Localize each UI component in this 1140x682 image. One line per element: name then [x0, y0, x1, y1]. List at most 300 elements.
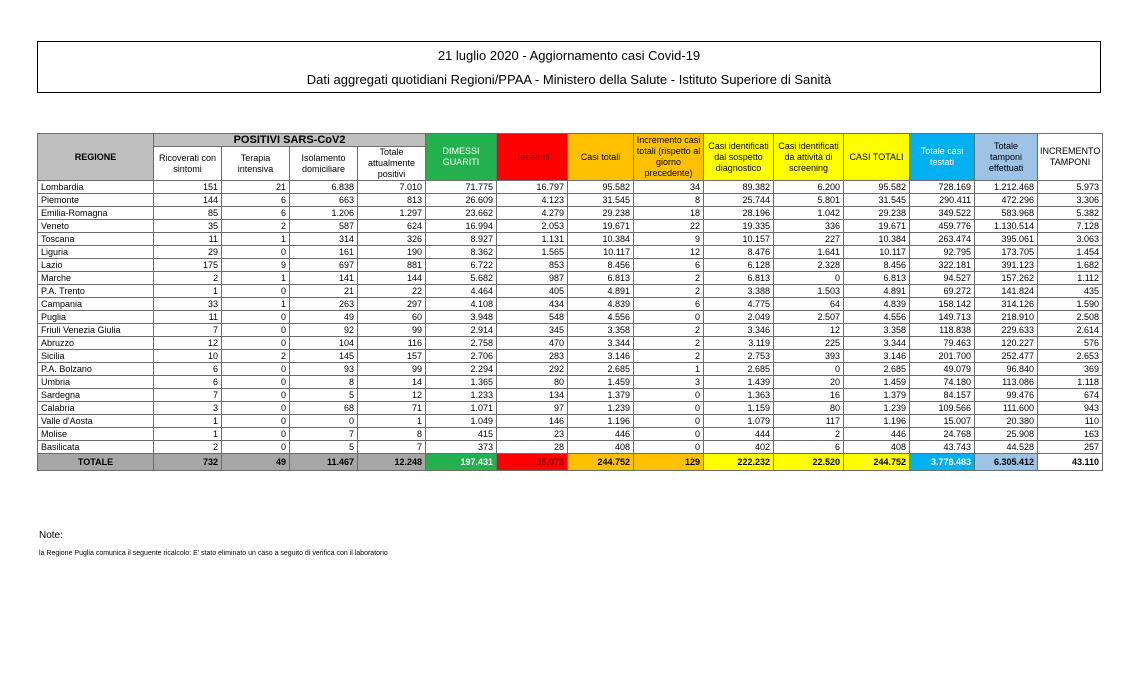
value-cell: 1 — [222, 298, 290, 311]
total-value-cell: 35.073 — [497, 454, 568, 471]
value-cell: 218.910 — [975, 311, 1038, 324]
value-cell: 2.914 — [426, 324, 497, 337]
value-cell: 1.682 — [1038, 259, 1103, 272]
header-regione: REGIONE — [38, 134, 154, 181]
value-cell: 0 — [222, 428, 290, 441]
value-cell: 60 — [358, 311, 426, 324]
value-cell: 1.439 — [704, 376, 774, 389]
value-cell: 97 — [497, 402, 568, 415]
total-value-cell: 12.248 — [358, 454, 426, 471]
value-cell: 1.239 — [568, 402, 634, 415]
value-cell: 1.159 — [704, 402, 774, 415]
value-cell: 7 — [154, 324, 222, 337]
region-name-cell: Emilia-Romagna — [38, 207, 154, 220]
value-cell: 1.206 — [290, 207, 358, 220]
value-cell: 145 — [290, 350, 358, 363]
table-row — [38, 272, 1103, 285]
value-cell: 405 — [497, 285, 568, 298]
value-cell: 0 — [222, 337, 290, 350]
value-cell: 5 — [290, 441, 358, 454]
value-cell: 12 — [154, 337, 222, 350]
value-cell: 1.130.514 — [975, 220, 1038, 233]
value-cell: 444 — [704, 428, 774, 441]
value-cell: 16.994 — [426, 220, 497, 233]
value-cell: 12 — [358, 389, 426, 402]
value-cell: 84.157 — [910, 389, 975, 402]
value-cell: 583.968 — [975, 207, 1038, 220]
value-cell: 3.063 — [1038, 233, 1103, 246]
value-cell: 1.459 — [568, 376, 634, 389]
value-cell: 395.061 — [975, 233, 1038, 246]
value-cell: 146 — [497, 415, 568, 428]
value-cell: 11 — [154, 311, 222, 324]
table-row — [38, 233, 1103, 246]
value-cell: 0 — [634, 389, 704, 402]
value-cell: 391.123 — [975, 259, 1038, 272]
value-cell: 314 — [290, 233, 358, 246]
value-cell: 2 — [154, 272, 222, 285]
value-cell: 6 — [634, 298, 704, 311]
value-cell: 1 — [634, 363, 704, 376]
value-cell: 2.328 — [774, 259, 844, 272]
value-cell: 674 — [1038, 389, 1103, 402]
value-cell: 1.071 — [426, 402, 497, 415]
value-cell: 2 — [222, 350, 290, 363]
value-cell: 201.700 — [910, 350, 975, 363]
region-name-cell: Piemonte — [38, 194, 154, 207]
value-cell: 472.296 — [975, 194, 1038, 207]
value-cell: 4.108 — [426, 298, 497, 311]
value-cell: 283 — [497, 350, 568, 363]
value-cell: 6 — [154, 376, 222, 389]
region-name-cell: Calabria — [38, 402, 154, 415]
value-cell: 1.079 — [704, 415, 774, 428]
value-cell: 1 — [222, 272, 290, 285]
value-cell: 94.527 — [910, 272, 975, 285]
value-cell: 1 — [154, 428, 222, 441]
table-row — [38, 350, 1103, 363]
value-cell: 6.838 — [290, 181, 358, 194]
value-cell: 10.157 — [704, 233, 774, 246]
value-cell: 3.948 — [426, 311, 497, 324]
value-cell: 1.365 — [426, 376, 497, 389]
value-cell: 5.973 — [1038, 181, 1103, 194]
value-cell: 141 — [290, 272, 358, 285]
value-cell: 144 — [358, 272, 426, 285]
total-value-cell: 222.232 — [704, 454, 774, 471]
value-cell: 99 — [358, 363, 426, 376]
value-cell: 290.411 — [910, 194, 975, 207]
value-cell: 434 — [497, 298, 568, 311]
value-cell: 24.768 — [910, 428, 975, 441]
value-cell: 8.456 — [568, 259, 634, 272]
value-cell: 2.507 — [774, 311, 844, 324]
value-cell: 163 — [1038, 428, 1103, 441]
value-cell: 25.908 — [975, 428, 1038, 441]
value-cell: 96.840 — [975, 363, 1038, 376]
value-cell: 663 — [290, 194, 358, 207]
value-cell: 1.049 — [426, 415, 497, 428]
value-cell: 3.388 — [704, 285, 774, 298]
region-name-cell: P.A. Bolzano — [38, 363, 154, 376]
value-cell: 0 — [222, 376, 290, 389]
value-cell: 28.196 — [704, 207, 774, 220]
header-casi-testati: Totale casi testati — [910, 134, 975, 181]
value-cell: 15.007 — [910, 415, 975, 428]
value-cell: 0 — [222, 415, 290, 428]
header-casi-totali-2: CASI TOTALI — [844, 134, 910, 181]
value-cell: 2 — [634, 337, 704, 350]
value-cell: 7 — [358, 441, 426, 454]
value-cell: 263.474 — [910, 233, 975, 246]
table-row — [38, 181, 1103, 194]
value-cell: 227 — [774, 233, 844, 246]
value-cell: 1 — [154, 415, 222, 428]
value-cell: 89.382 — [704, 181, 774, 194]
value-cell: 1.239 — [844, 402, 910, 415]
table-row — [38, 298, 1103, 311]
value-cell: 3.358 — [844, 324, 910, 337]
header-terapia-intensiva: Terapia intensiva — [222, 147, 290, 181]
value-cell: 9 — [634, 233, 704, 246]
value-cell: 43.743 — [910, 441, 975, 454]
value-cell: 0 — [634, 311, 704, 324]
header-dimessi-guariti: DIMESSI GUARITI — [426, 134, 497, 181]
value-cell: 2 — [154, 441, 222, 454]
region-name-cell: Basilicata — [38, 441, 154, 454]
value-cell: 49 — [290, 311, 358, 324]
value-cell: 6.813 — [844, 272, 910, 285]
value-cell: 6 — [222, 194, 290, 207]
value-cell: 8.456 — [844, 259, 910, 272]
value-cell: 116 — [358, 337, 426, 350]
report-title-box — [37, 41, 1101, 93]
value-cell: 0 — [222, 324, 290, 337]
value-cell: 99.476 — [975, 389, 1038, 402]
value-cell: 548 — [497, 311, 568, 324]
value-cell: 2.053 — [497, 220, 568, 233]
notes-text: la Regione Puglia comunica il seguente ricalcolo: E' stato eliminato un caso a seguito di verifica con il laboratorio — [39, 550, 388, 557]
value-cell: 1.590 — [1038, 298, 1103, 311]
value-cell: 10.384 — [568, 233, 634, 246]
region-name-cell: Lombardia — [38, 181, 154, 194]
value-cell: 23.662 — [426, 207, 497, 220]
value-cell: 141.824 — [975, 285, 1038, 298]
value-cell: 263 — [290, 298, 358, 311]
table-row — [38, 389, 1103, 402]
value-cell: 4.123 — [497, 194, 568, 207]
value-cell: 943 — [1038, 402, 1103, 415]
value-cell: 21 — [290, 285, 358, 298]
value-cell: 3.346 — [704, 324, 774, 337]
value-cell: 149.713 — [910, 311, 975, 324]
value-cell: 120.227 — [975, 337, 1038, 350]
region-name-cell: Sicilia — [38, 350, 154, 363]
value-cell: 5.801 — [774, 194, 844, 207]
value-cell: 297 — [358, 298, 426, 311]
total-value-cell: 11.467 — [290, 454, 358, 471]
value-cell: 1.641 — [774, 246, 844, 259]
value-cell: 29 — [154, 246, 222, 259]
table-row — [38, 207, 1103, 220]
value-cell: 16.797 — [497, 181, 568, 194]
total-label-cell: TOTALE — [38, 454, 154, 471]
value-cell: 1.131 — [497, 233, 568, 246]
value-cell: 1.503 — [774, 285, 844, 298]
region-name-cell: Marche — [38, 272, 154, 285]
value-cell: 23 — [497, 428, 568, 441]
value-cell: 3.119 — [704, 337, 774, 350]
value-cell: 12 — [634, 246, 704, 259]
value-cell: 8 — [290, 376, 358, 389]
value-cell: 0 — [774, 363, 844, 376]
value-cell: 2 — [634, 285, 704, 298]
value-cell: 2.753 — [704, 350, 774, 363]
value-cell: 6 — [774, 441, 844, 454]
value-cell: 8.476 — [704, 246, 774, 259]
value-cell: 1.112 — [1038, 272, 1103, 285]
region-name-cell: Puglia — [38, 311, 154, 324]
total-value-cell: 43.110 — [1038, 454, 1103, 471]
value-cell: 3 — [634, 376, 704, 389]
value-cell: 93 — [290, 363, 358, 376]
value-cell: 470 — [497, 337, 568, 350]
value-cell: 2.685 — [844, 363, 910, 376]
value-cell: 109.566 — [910, 402, 975, 415]
value-cell: 3.344 — [844, 337, 910, 350]
value-cell: 35 — [154, 220, 222, 233]
region-name-cell: Abruzzo — [38, 337, 154, 350]
value-cell: 576 — [1038, 337, 1103, 350]
value-cell: 1.459 — [844, 376, 910, 389]
total-value-cell: 6.305.412 — [975, 454, 1038, 471]
region-name-cell: Valle d'Aosta — [38, 415, 154, 428]
value-cell: 20.380 — [975, 415, 1038, 428]
value-cell: 4.556 — [844, 311, 910, 324]
value-cell: 1 — [222, 233, 290, 246]
value-cell: 2 — [774, 428, 844, 441]
value-cell: 4.556 — [568, 311, 634, 324]
value-cell: 3.146 — [844, 350, 910, 363]
value-cell: 28 — [497, 441, 568, 454]
value-cell: 80 — [774, 402, 844, 415]
value-cell: 175 — [154, 259, 222, 272]
value-cell: 1.565 — [497, 246, 568, 259]
value-cell: 29.238 — [568, 207, 634, 220]
table-row — [38, 285, 1103, 298]
value-cell: 71 — [358, 402, 426, 415]
total-value-cell: 732 — [154, 454, 222, 471]
value-cell: 1.196 — [568, 415, 634, 428]
value-cell: 2 — [634, 324, 704, 337]
value-cell: 92 — [290, 324, 358, 337]
value-cell: 2 — [634, 272, 704, 285]
value-cell: 408 — [844, 441, 910, 454]
header-incremento-casi: Incremento casi totali (rispetto al giorno precedente) — [634, 134, 704, 181]
value-cell: 257 — [1038, 441, 1103, 454]
value-cell: 20 — [774, 376, 844, 389]
region-name-cell: P.A. Trento — [38, 285, 154, 298]
value-cell: 157.262 — [975, 272, 1038, 285]
value-cell: 7.010 — [358, 181, 426, 194]
value-cell: 12 — [774, 324, 844, 337]
table-row — [38, 363, 1103, 376]
value-cell: 8.927 — [426, 233, 497, 246]
value-cell: 0 — [222, 285, 290, 298]
value-cell: 173.705 — [975, 246, 1038, 259]
value-cell: 6.200 — [774, 181, 844, 194]
value-cell: 3.306 — [1038, 194, 1103, 207]
header-tamponi: Totale tamponi effettuati — [975, 134, 1038, 181]
total-value-cell: 3.778.483 — [910, 454, 975, 471]
value-cell: 118.838 — [910, 324, 975, 337]
value-cell: 587 — [290, 220, 358, 233]
value-cell: 322.181 — [910, 259, 975, 272]
value-cell: 22 — [634, 220, 704, 233]
header-casi-totali: Casi totali — [568, 134, 634, 181]
value-cell: 19.335 — [704, 220, 774, 233]
value-cell: 6 — [634, 259, 704, 272]
value-cell: 6.128 — [704, 259, 774, 272]
value-cell: 11 — [154, 233, 222, 246]
value-cell: 2.758 — [426, 337, 497, 350]
region-name-cell: Molise — [38, 428, 154, 441]
value-cell: 0 — [634, 415, 704, 428]
value-cell: 446 — [844, 428, 910, 441]
header-screening: Casi identificati da attività di screening — [774, 134, 844, 181]
value-cell: 117 — [774, 415, 844, 428]
total-value-cell: 49 — [222, 454, 290, 471]
value-cell: 2.653 — [1038, 350, 1103, 363]
region-name-cell: Campania — [38, 298, 154, 311]
value-cell: 134 — [497, 389, 568, 402]
value-cell: 44.528 — [975, 441, 1038, 454]
value-cell: 326 — [358, 233, 426, 246]
value-cell: 4.891 — [568, 285, 634, 298]
value-cell: 6 — [222, 207, 290, 220]
value-cell: 1.196 — [844, 415, 910, 428]
total-value-cell: 244.752 — [568, 454, 634, 471]
value-cell: 19.671 — [844, 220, 910, 233]
value-cell: 435 — [1038, 285, 1103, 298]
value-cell: 459.776 — [910, 220, 975, 233]
table-row — [38, 441, 1103, 454]
value-cell: 18 — [634, 207, 704, 220]
header-totale-positivi: Totale attualmente positivi — [358, 147, 426, 181]
value-cell: 6.722 — [426, 259, 497, 272]
value-cell: 0 — [290, 415, 358, 428]
value-cell: 14 — [358, 376, 426, 389]
value-cell: 4.279 — [497, 207, 568, 220]
value-cell: 225 — [774, 337, 844, 350]
value-cell: 29.238 — [844, 207, 910, 220]
header-incremento-tamponi: INCREMENTO TAMPONI — [1038, 134, 1103, 181]
header-deceduti: Deceduti — [497, 134, 568, 181]
value-cell: 110 — [1038, 415, 1103, 428]
value-cell: 3 — [154, 402, 222, 415]
table-row — [38, 402, 1103, 415]
value-cell: 99 — [358, 324, 426, 337]
value-cell: 728.169 — [910, 181, 975, 194]
value-cell: 0 — [634, 402, 704, 415]
value-cell: 292 — [497, 363, 568, 376]
value-cell: 6 — [154, 363, 222, 376]
value-cell: 0 — [634, 441, 704, 454]
table-row — [38, 220, 1103, 233]
value-cell: 4.839 — [844, 298, 910, 311]
value-cell: 229.633 — [975, 324, 1038, 337]
value-cell: 31.545 — [568, 194, 634, 207]
value-cell: 393 — [774, 350, 844, 363]
value-cell: 2.294 — [426, 363, 497, 376]
value-cell: 10 — [154, 350, 222, 363]
value-cell: 1.379 — [568, 389, 634, 402]
value-cell: 157 — [358, 350, 426, 363]
region-name-cell: Toscana — [38, 233, 154, 246]
value-cell: 415 — [426, 428, 497, 441]
value-cell: 9 — [222, 259, 290, 272]
value-cell: 0 — [222, 402, 290, 415]
value-cell: 2.049 — [704, 311, 774, 324]
value-cell: 1.297 — [358, 207, 426, 220]
value-cell: 26.609 — [426, 194, 497, 207]
value-cell: 68 — [290, 402, 358, 415]
value-cell: 345 — [497, 324, 568, 337]
value-cell: 71.775 — [426, 181, 497, 194]
value-cell: 34 — [634, 181, 704, 194]
value-cell: 69.272 — [910, 285, 975, 298]
value-cell: 113.086 — [975, 376, 1038, 389]
value-cell: 16 — [774, 389, 844, 402]
value-cell: 4.891 — [844, 285, 910, 298]
value-cell: 79.463 — [910, 337, 975, 350]
table-row — [38, 311, 1103, 324]
value-cell: 161 — [290, 246, 358, 259]
value-cell: 190 — [358, 246, 426, 259]
value-cell: 1.454 — [1038, 246, 1103, 259]
value-cell: 1.363 — [704, 389, 774, 402]
value-cell: 1.233 — [426, 389, 497, 402]
value-cell: 7 — [290, 428, 358, 441]
value-cell: 10.117 — [568, 246, 634, 259]
value-cell: 987 — [497, 272, 568, 285]
value-cell: 21 — [222, 181, 290, 194]
value-cell: 0 — [222, 389, 290, 402]
table-row — [38, 259, 1103, 272]
total-value-cell: 244.752 — [844, 454, 910, 471]
value-cell: 3.358 — [568, 324, 634, 337]
value-cell: 111.600 — [975, 402, 1038, 415]
report-subtitle: Dati aggregati quotidiani Regioni/PPAA - Ministero della Salute - Istituto Superiore di Sanità — [306, 72, 832, 87]
value-cell: 85 — [154, 207, 222, 220]
value-cell: 2.685 — [704, 363, 774, 376]
total-value-cell: 197.431 — [426, 454, 497, 471]
table-row — [38, 337, 1103, 350]
value-cell: 0 — [634, 428, 704, 441]
value-cell: 1.379 — [844, 389, 910, 402]
value-cell: 64 — [774, 298, 844, 311]
value-cell: 31.545 — [844, 194, 910, 207]
value-cell: 5 — [290, 389, 358, 402]
value-cell: 3.344 — [568, 337, 634, 350]
region-name-cell: Veneto — [38, 220, 154, 233]
value-cell: 1.118 — [1038, 376, 1103, 389]
region-name-cell: Lazio — [38, 259, 154, 272]
total-value-cell: 22.520 — [774, 454, 844, 471]
value-cell: 104 — [290, 337, 358, 350]
total-row — [38, 454, 1103, 471]
table-row — [38, 246, 1103, 259]
